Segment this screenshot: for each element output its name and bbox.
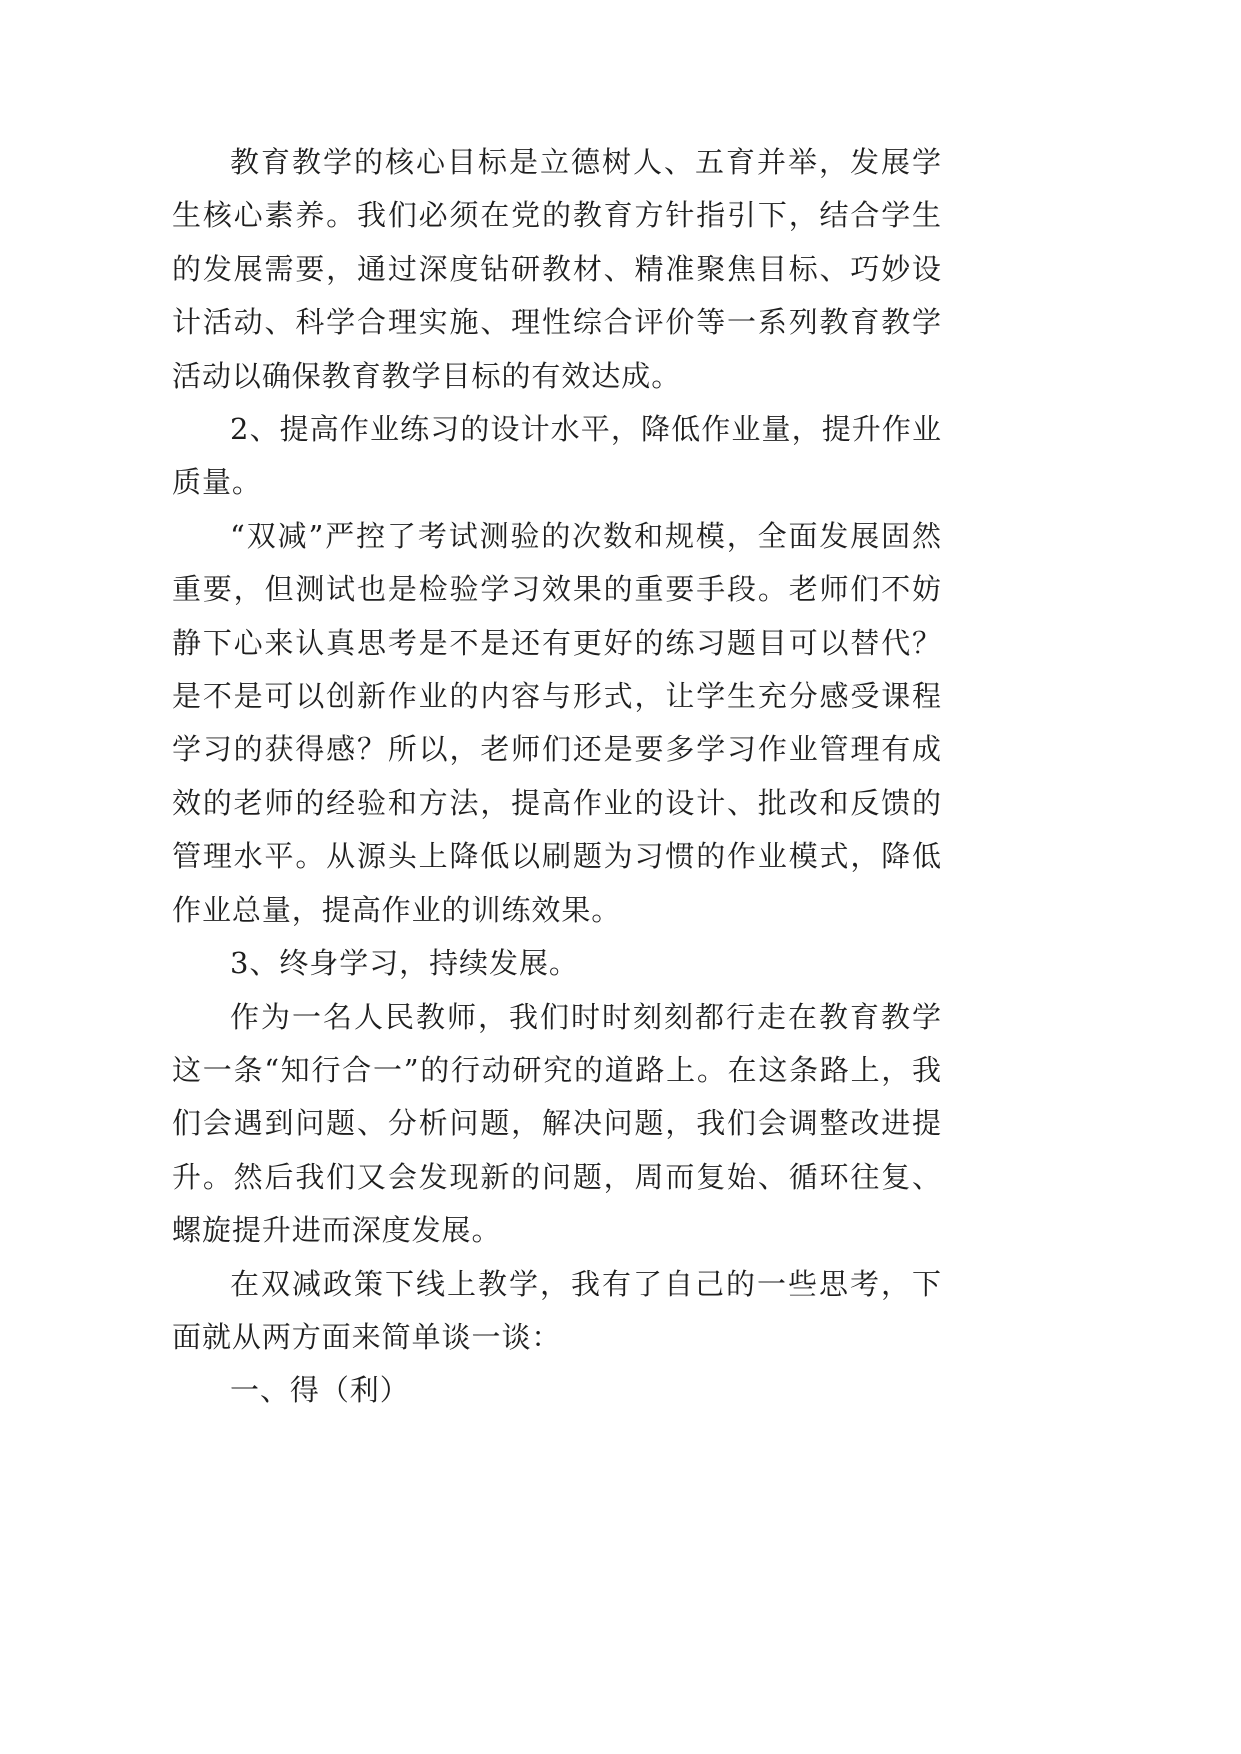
paragraph-core-goal: 教育教学的核心目标是立德树人、五育并举，发展学生核心素养。我们必须在党的教育方针指引下，结合学生的发展需要，通过深度钻研教材、精准聚焦目标、巧妙设计活动、科学合理实施、理性综合评价等一系列教育教学活动以确保教育教学目标的有效达成。: [172, 145, 942, 393]
document-body: [172, 136, 942, 1418]
heading-homework-design: 2、提高作业练习的设计水平，降低作业量，提升作业质量。: [172, 412, 942, 500]
heading-lifelong-learning: 3、终身学习，持续发展。: [230, 946, 579, 981]
paragraph-double-reduction: “双减”严控了考试测验的次数和规模，全面发展固然重要，但测试也是检验学习效果的重要手段。老师们不妨静下心来认真思考是不是还有更好的练习题目可以替代？是不是可以创新作业的内容与形式，让学生充分感受课程学习的获得感？所以，老师们还是要多学习作业管理有成效的老师的经验和方法，提高作业的设计、批改和反馈的管理水平。从源头上降低以刷题为习惯的作业模式，降低作业总量，提高作业的训练效果。: [172, 518, 942, 927]
paragraph-online-teaching: 在双减政策下线上教学，我有了自己的一些思考，下面就从两方面来简单谈一谈：: [172, 1266, 942, 1354]
paragraph-teacher-path: 作为一名人民教师，我们时时刻刻都行走在教育教学这一条“知行合一”的行动研究的道路上。在这条路上，我们会遇到问题、分析问题，解决问题，我们会调整改进提升。然后我们又会发现新的问题，周而复始、循环往复、螺旋提升进而深度发展。: [172, 999, 942, 1248]
heading-gains: 一、得（利）: [230, 1373, 410, 1408]
